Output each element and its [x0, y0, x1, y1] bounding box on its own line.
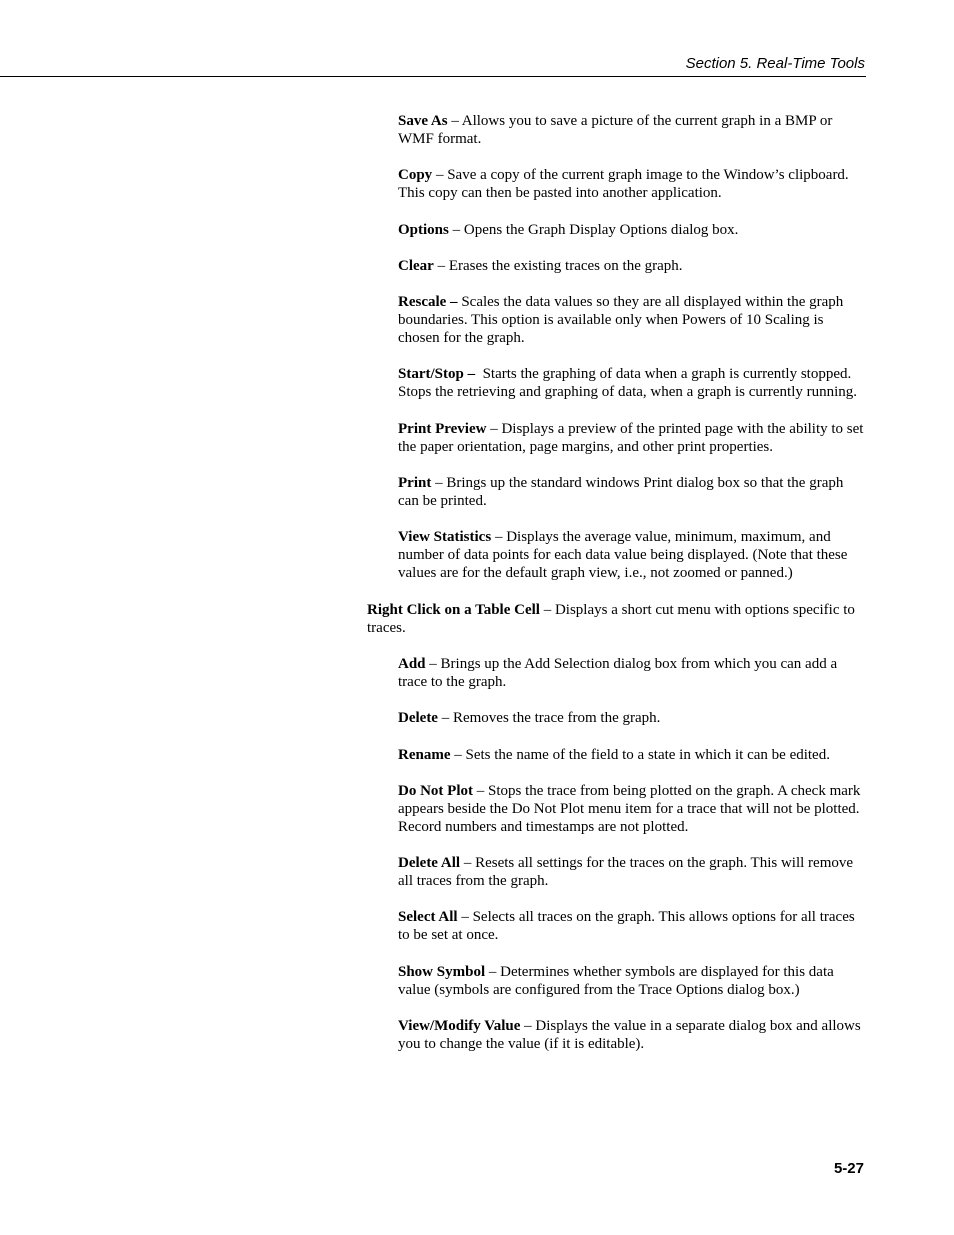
entry-desc: Starts the graphing of data when a graph is currently stopped. Stops the retrieving and graphing of data, when a graph is currently running.	[398, 366, 858, 401]
entry-clear	[398, 257, 867, 275]
entry-do-not-plot	[398, 782, 867, 836]
entry-term: Rescale –	[398, 294, 458, 311]
entry-save-as	[398, 112, 867, 148]
entry-delete	[398, 709, 867, 727]
entry-term: Delete	[398, 710, 438, 727]
entry-start-stop	[398, 365, 867, 401]
entry-right-click-table-cell	[367, 601, 867, 637]
entry-desc: – Opens the Graph Display Options dialog box.	[448, 221, 739, 238]
header-rule	[0, 76, 866, 77]
entry-term: Print	[398, 475, 432, 492]
entry-view-modify-value	[398, 1017, 867, 1053]
entry-term: Start/Stop –	[398, 366, 476, 383]
entry-desc: – Stops the trace from being plotted on the graph. A check mark appears beside the Do Not Plot menu item for a trace that will not be plotted. Record numbers and timestamps are not plotted.	[398, 782, 861, 835]
entry-rescale	[398, 293, 867, 347]
entry-term: Show Symbol	[398, 963, 486, 980]
entry-show-symbol	[398, 963, 867, 999]
entry-term: Copy	[398, 167, 433, 184]
entry-desc: – Allows you to save a picture of the current graph in a BMP or WMF format.	[398, 113, 833, 147]
entry-term: Options	[398, 221, 449, 238]
entry-desc: – Erases the existing traces on the graph.	[433, 257, 683, 274]
entry-view-statistics	[398, 528, 867, 582]
entry-rename	[398, 746, 867, 764]
entry-desc: – Selects all traces on the graph. This allows options for all traces to be set at once.	[398, 909, 855, 944]
entry-desc: – Save a copy of the current graph image to the Window’s clipboard. This copy can then be pasted into another application.	[398, 167, 849, 202]
entry-term: Save As	[398, 113, 448, 129]
entry-term: View Statistics	[398, 529, 492, 546]
entry-term: Add	[398, 655, 426, 672]
entry-term: Delete All	[398, 855, 461, 872]
entry-desc: – Displays a short cut menu with options specific to traces.	[367, 601, 855, 636]
entry-select-all	[398, 908, 867, 944]
document-body	[367, 112, 867, 1071]
page-number: 5-27	[833, 1160, 864, 1177]
entry-desc: – Removes the trace from the graph.	[437, 710, 661, 727]
entry-desc: – Displays the value in a separate dialog box and allows you to change the value (if it is editable).	[398, 1018, 861, 1053]
entry-options	[398, 221, 867, 239]
entry-desc: – Brings up the Add Selection dialog box from which you can add a trace to the graph.	[398, 655, 838, 690]
section-header: Section 5. Real-Time Tools	[685, 55, 865, 72]
entry-add	[398, 655, 867, 691]
entry-copy	[398, 166, 867, 202]
entry-term: View/Modify Value	[398, 1018, 521, 1035]
entry-term: Clear	[398, 257, 434, 274]
entry-desc: – Resets all settings for the traces on the graph. This will remove all traces from the graph.	[398, 855, 854, 890]
entry-desc: – Sets the name of the field to a state in which it can be edited.	[450, 746, 830, 763]
entry-desc: – Displays a preview of the printed page with the ability to set the paper orientation, page margins, and other print properties.	[398, 420, 864, 455]
entry-term: Rename	[398, 746, 451, 763]
entry-desc: – Brings up the standard windows Print dialog box so that the graph can be printed.	[398, 475, 844, 510]
entry-desc: – Determines whether symbols are displayed for this data value (symbols are configured from the Trace Options dialog box.)	[398, 963, 834, 998]
entry-term: Print Preview	[398, 420, 487, 437]
entry-delete-all	[398, 854, 867, 890]
entry-desc: – Displays the average value, minimum, maximum, and number of data points for each data value being displayed. (Note that these values are for the default graph view, i.e., not zoomed or panned.)	[398, 529, 848, 582]
entry-desc: Scales the data values so they are all displayed within the graph boundaries. This option is available only when Powers of 10 Scaling is chosen for the graph.	[398, 294, 844, 347]
entry-term: Do Not Plot	[398, 782, 473, 799]
entry-print	[398, 474, 867, 510]
entry-term: Right Click on a Table Cell	[367, 601, 540, 618]
entry-print-preview	[398, 420, 867, 456]
entry-term: Select All	[398, 909, 458, 926]
